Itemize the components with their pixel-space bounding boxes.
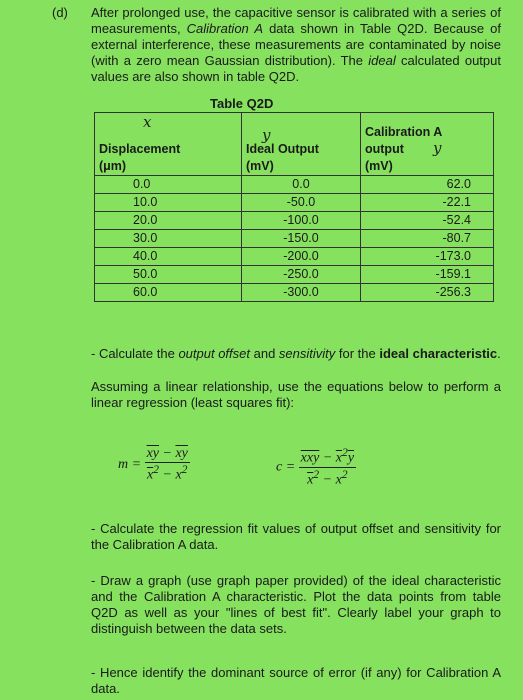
intro-text-1: After prolonged use, the capacitive sensor is calibrated with a series of measurements, [91, 5, 501, 36]
table-row: 10.0 -50.0 -22.1 [95, 194, 494, 212]
table-row: 20.0 -100.0 -52.4 [95, 212, 494, 230]
intro-paragraph [91, 5, 501, 85]
intro-text-ideal: ideal [368, 53, 396, 68]
table-row: 30.0 -150.0 -80.7 [95, 230, 494, 248]
intro-text-5: calculated output values are also shown in table Q2D. [91, 53, 501, 84]
table-header-row [95, 113, 494, 176]
bullet-regression-intro: Assuming a linear relationship, use the equations below to perform a linear regression (least squares fit): [91, 379, 501, 410]
intro-text-3: data shown in Table Q2D. Because of external interference, these measurements are contaminated by noise (with a zero mean Gaussian distribution). The [91, 21, 501, 68]
intro-text-calibration: Calibration A [186, 21, 264, 36]
table-row: 50.0 -250.0 -159.1 [95, 266, 494, 284]
bullet-draw-graph: - Draw a graph (use graph paper provided) of the ideal characteristic and the Calibration A characteristic. Plot the data points from table Q2D as well as your "lines of best fit". Clearly label your graph to distinguish between the data sets. [91, 573, 501, 636]
header-ideal-output: Ideal Output (mV) [242, 113, 361, 176]
data-table [94, 112, 494, 302]
table-row: 0.0 0.0 62.0 [95, 176, 494, 194]
table-row: 40.0 -200.0 -173.0 [95, 248, 494, 266]
bullet-identify-error: - Hence identify the dominant source of error (if any) for Calibration A data. [91, 665, 501, 696]
header-displacement: Displacement (μm) [95, 113, 242, 176]
bullet-regression-fit: - Calculate the regression fit values of output offset and sensitivity for the Calibration A data. [91, 521, 501, 552]
table-title: Table Q2D [210, 96, 274, 111]
formula-m: m = $\frac{\overline{xy} - \overline{x}\overline{y}}{\overline{x}^2 - x^2}$ [118, 446, 188, 483]
handwritten-y-annotation-2: y [433, 139, 442, 157]
formula-c: c = $\frac{\overline{xxy} - \overline{x}^2\overline{y}}{\overline{x}^2 - x^2}$ [276, 446, 355, 488]
handwritten-y-annotation: y [262, 126, 271, 144]
header-calibration-output: Calibration A output (mV) [361, 113, 494, 176]
bullet-ideal-offset: - Calculate the output offset and sensitivity for the ideal characteristic. [91, 346, 501, 361]
handwritten-x-annotation: x [143, 113, 152, 131]
table-row: 60.0 -300.0 -256.3 [95, 284, 494, 302]
question-label: (d) [52, 5, 68, 20]
